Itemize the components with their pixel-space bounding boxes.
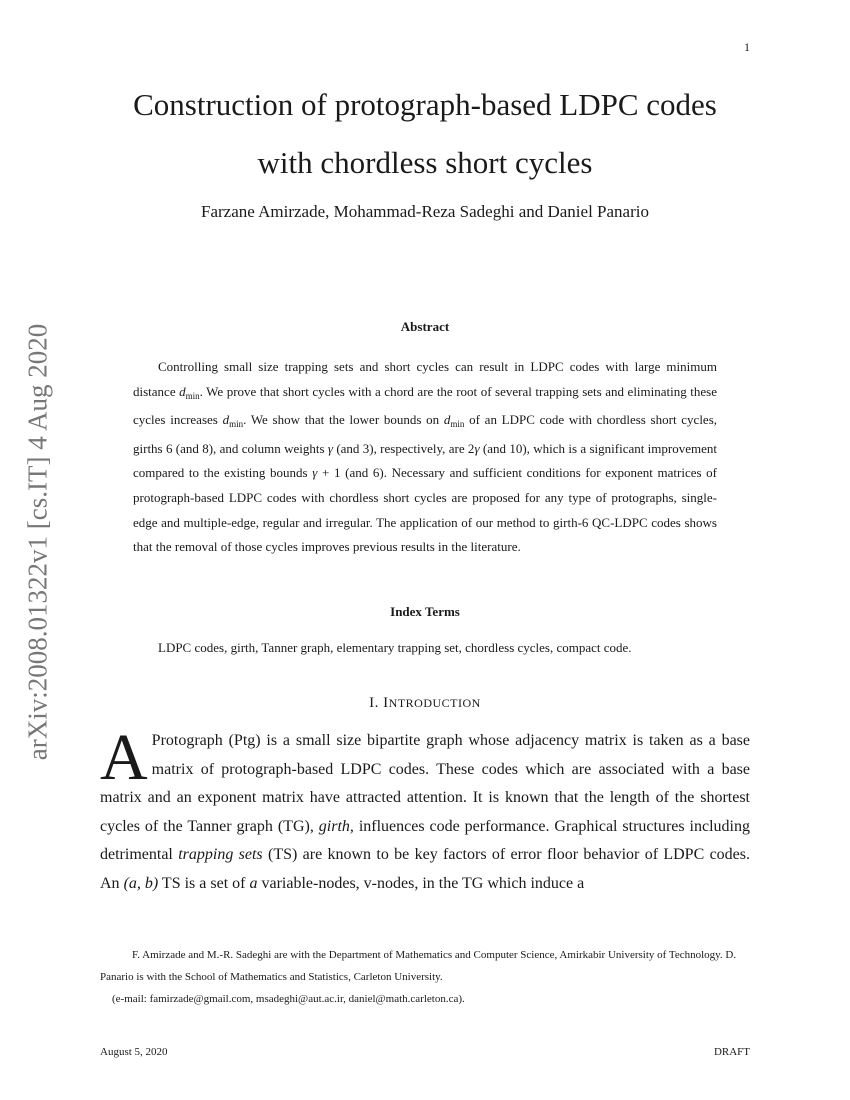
section-heading xyxy=(0,695,850,712)
math-plus-one: + 1 xyxy=(317,465,341,481)
emphasis-trapping-sets: trapping sets xyxy=(178,846,263,864)
index-terms-heading: Index Terms xyxy=(390,604,460,619)
math-a: a xyxy=(249,874,258,892)
abstract-segment: (and 3), respectively, are 2 xyxy=(332,440,475,456)
section-first-letter: I xyxy=(383,695,389,711)
footer-date: August 5, 2020 xyxy=(100,1046,168,1058)
introduction-paragraph xyxy=(100,721,751,899)
math-dmin: $d_{min}$ xyxy=(222,412,244,430)
title-line-1: Construction of protograph-based LDPC codes xyxy=(133,87,717,122)
abstract-text xyxy=(133,355,717,560)
intro-segment: variable-nodes, v-nodes, in the TG which induce a xyxy=(257,874,585,892)
abstract-segment: . We prove that short cycles with a chord are the root of several trapping sets and eliminating these cycles increases xyxy=(133,383,717,428)
title-line-2: with chordless short cycles xyxy=(257,145,593,180)
intro-segment: (TS) are known to be key factors of error floor behavior of LDPC codes. An xyxy=(100,846,751,892)
authors: Farzane Amirzade, Mohammad-Reza Sadeghi and Daniel Panario xyxy=(201,202,649,221)
math-ab: (a, b) xyxy=(123,874,159,892)
math-gamma: γ xyxy=(327,440,333,456)
abstract-segment: (and 6). Necessary and sufficient conditions for exponent matrices of protograph-based LDPC codes with chordless short cycles are proposed for any type of protographs, single-edge and multiple-edge, regular and irregular. The application of our method to girth-6 QC-LDPC codes shows that the removal of those cycles improves previous results in the literature. xyxy=(133,465,718,555)
math-gamma: γ xyxy=(312,465,318,481)
abstract-segment: . We show that the lower bounds on xyxy=(243,412,444,428)
footnote-affiliation: F. Amirzade and M.-R. Sadeghi are with the Department of Mathematics and Computer Science, Amirkabir University of Technology. D. Panario is with the School of Mathematics and Statistics, Carleton University. xyxy=(100,949,737,983)
section-rest: NTRODUCTION xyxy=(388,696,481,710)
intro-segment: , influences code performance. Graphical structures including detrimental xyxy=(100,817,750,864)
footer-draft: DRAFT xyxy=(713,1046,750,1058)
index-terms-text: LDPC codes, girth, Tanner graph, elementary trapping set, chordless cycles, compact code. xyxy=(158,640,632,655)
arxiv-stamp: arXiv:2008.01322v1 [cs.IT] 4 Aug 2020 xyxy=(22,323,53,761)
paper-title xyxy=(0,76,850,192)
footnote-emails: (e-mail: famirzade@gmail.com, msadeghi@aut.ac.ir, daniel@math.carleton.ca). xyxy=(112,993,465,1005)
abstract-heading: Abstract xyxy=(400,319,450,334)
section-numeral: I. xyxy=(369,695,384,711)
emphasis-girth: girth xyxy=(318,817,350,835)
footnote xyxy=(100,944,750,1010)
intro-segment: TS is a set of xyxy=(158,874,250,892)
math-dmin: $d_{min}$ xyxy=(179,383,200,401)
abstract-segment: (and 10), which is a significant improvement compared to the existing bounds xyxy=(133,440,717,481)
page-number: 1 xyxy=(744,40,750,54)
drop-cap: A xyxy=(100,721,148,794)
abstract-segment: of an LDPC code with chordless short cycles, girths 6 (and 8), and column weights xyxy=(133,412,718,456)
math-gamma: γ xyxy=(474,440,480,456)
intro-segment: Protograph (Ptg) is a small size bipartite graph whose adjacency matrix is taken as a base matrix of protograph-based LDPC codes. These codes which are associated with a base matrix and an exponent matrix have attracted attention. It is known that the length of the shortest cycles of the Tanner graph (TG), xyxy=(100,732,750,835)
math-dmin: $d_{min}$ xyxy=(443,412,465,430)
abstract-segment: Controlling small size trapping sets and short cycles can result in LDPC codes with large minimum distance xyxy=(133,359,717,399)
